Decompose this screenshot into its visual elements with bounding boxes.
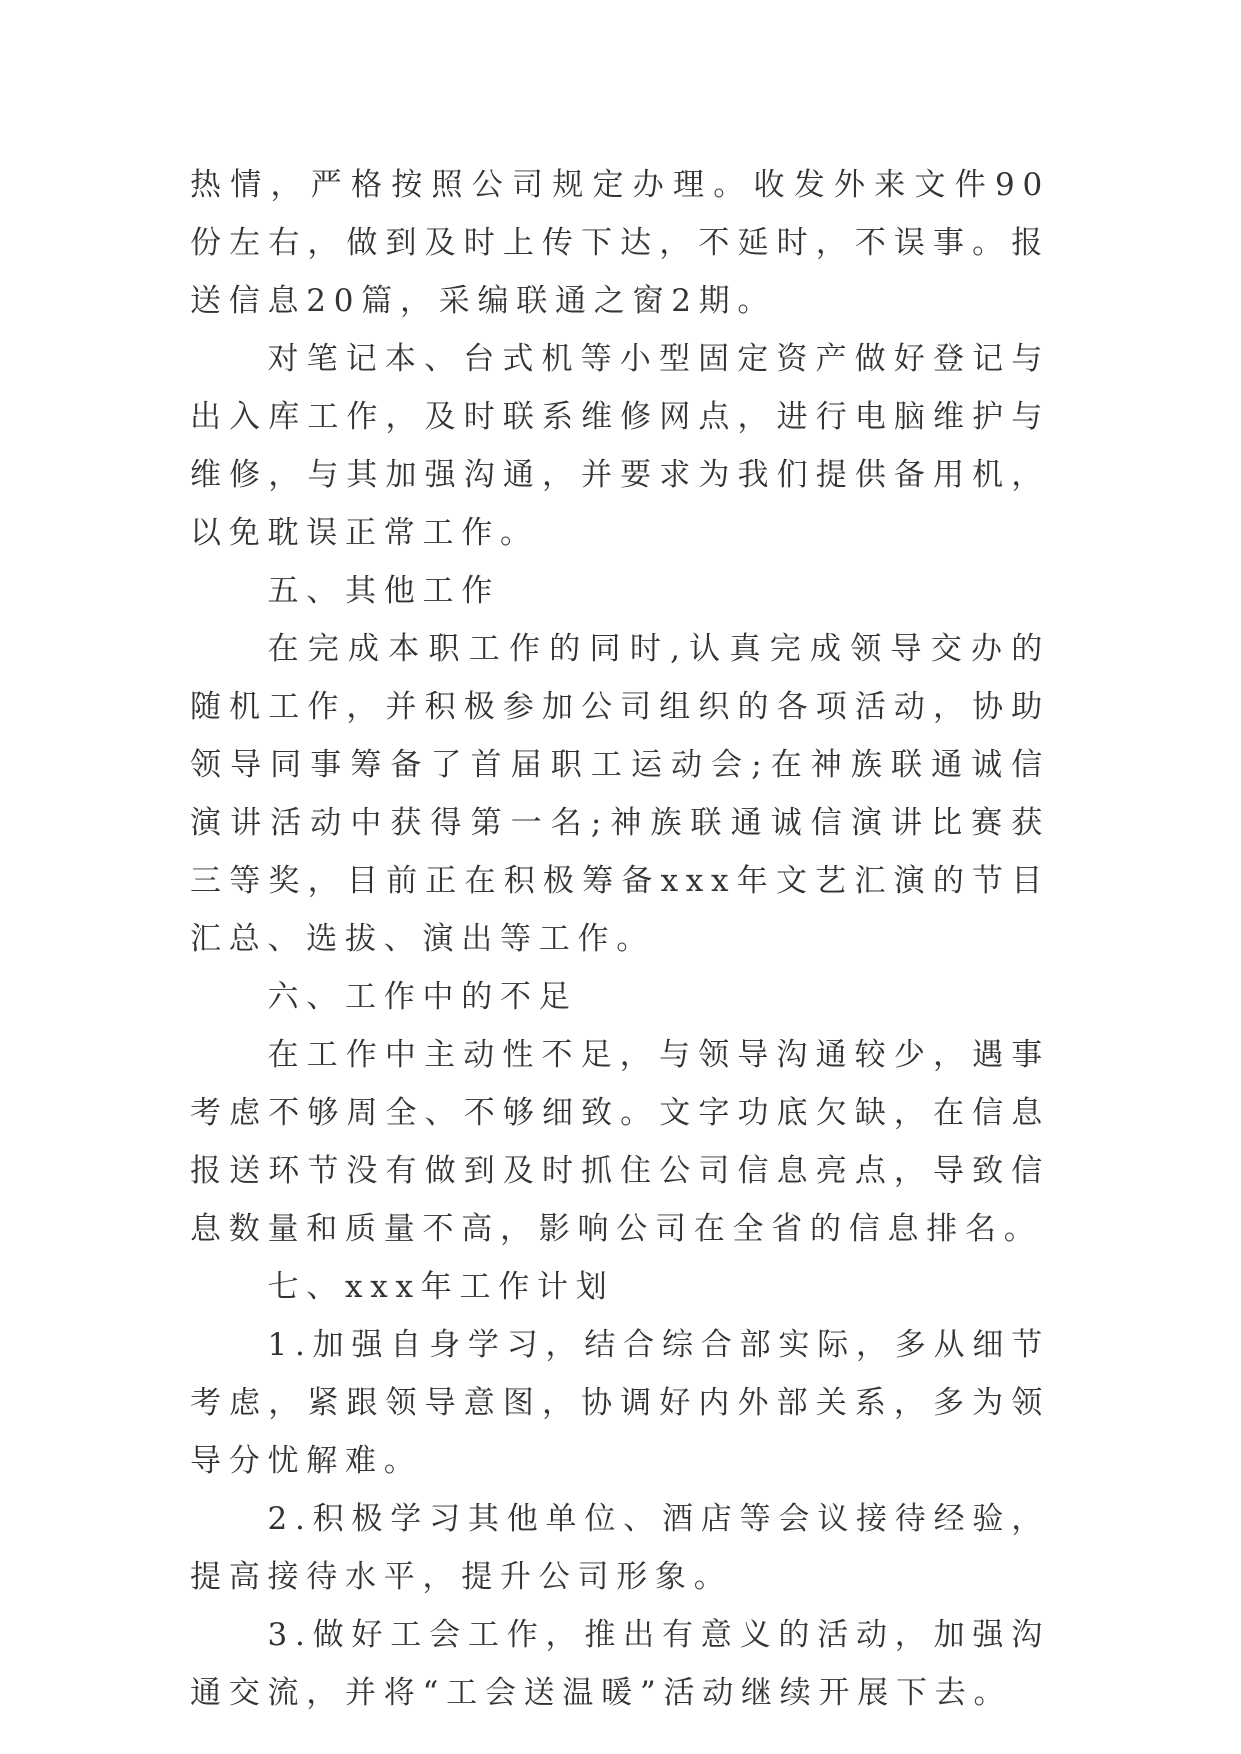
paragraph-shortcomings: 在工作中主动性不足，与领导沟通较少，遇事考虑不够周全、不够细致。文字功底欠缺，在信息报送环节没有做到及时抓住公司信息亮点，导致信息数量和质量不高，影响公司在全省的信息排名。 [190, 1037, 1050, 1247]
paragraph-other-work: 在完成本职工作的同时,认真完成领导交办的随机工作，并积极参加公司组织的各项活动，协助领导同事筹备了首届职工运动会;在神族联通诚信演讲活动中获得第一名;神族联通诚信演讲比赛获三等奖，目前正在积极筹备xxx年文艺汇演的节目汇总、选拔、演出等工作。 [190, 631, 1050, 957]
paragraph-continuation: 热情，严格按照公司规定办理。收发外来文件90份左右，做到及时上传下达，不延时，不误事。报送信息20篇，采编联通之窗2期。 [190, 167, 1050, 319]
document-body [190, 156, 1050, 1722]
plan-item-1: 1.加强自身学习，结合综合部实际，多从细节考虑，紧跟领导意图，协调好内外部关系，多为领导分忧解难。 [190, 1327, 1050, 1479]
plan-item-3: 3.做好工会工作，推出有意义的活动，加强沟通交流，并将“工会送温暖”活动继续开展下去。 [190, 1617, 1050, 1711]
paragraph-fixed-assets: 对笔记本、台式机等小型固定资产做好登记与出入库工作，及时联系维修网点，进行电脑维护与维修，与其加强沟通，并要求为我们提供备用机，以免耽误正常工作。 [190, 341, 1050, 551]
section-heading-shortcomings: 六、工作中的不足 [267, 979, 578, 1015]
section-heading-work-plan: 七、xxx年工作计划 [267, 1269, 615, 1305]
plan-item-2: 2.积极学习其他单位、酒店等会议接待经验，提高接待水平，提升公司形象。 [190, 1501, 1050, 1595]
section-heading-other-work: 五、其他工作 [267, 573, 500, 609]
